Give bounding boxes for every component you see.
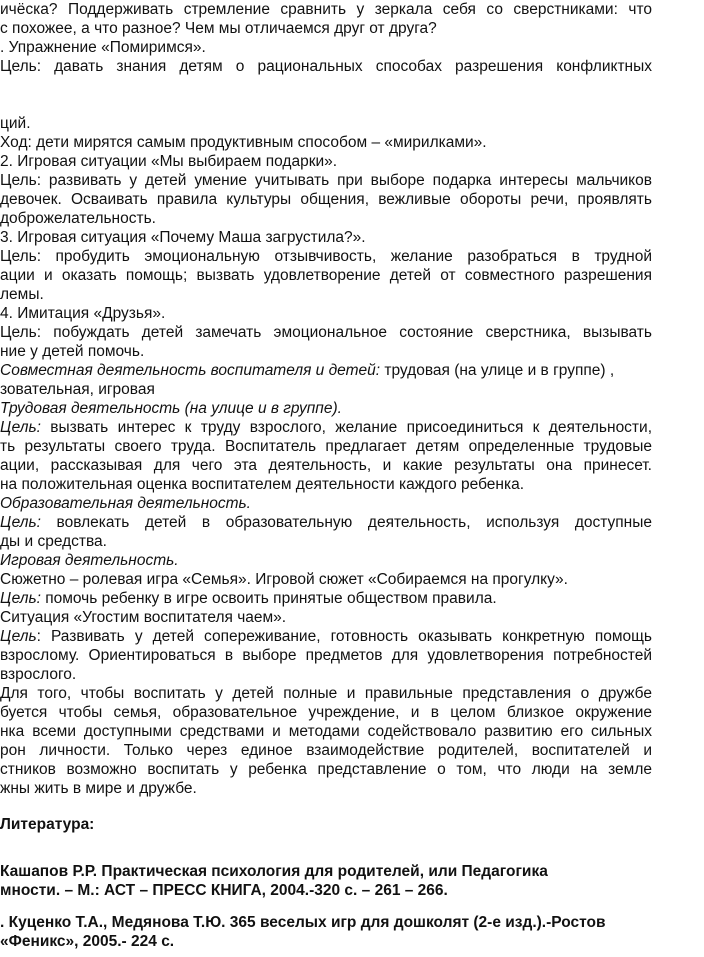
text-line-mixed — [0, 361, 614, 380]
text-line: на положительная оценка воспитателем деятельности каждого ребенка. — [0, 476, 524, 493]
text-run: : Развивать у детей сопереживание, готовность оказывать конкретную помощь — [36, 628, 652, 645]
text-run: вызвать интерес к труду взрослого, желание присоединиться к деятельности, — [40, 419, 652, 436]
reference-line: Кашапов Р.Р. Практическая психология для родителей, или Педагогика — [0, 863, 548, 880]
text-line: Цель: побуждать детей замечать эмоциональное состояние сверстника, вызывать — [0, 324, 652, 341]
text-line: Ход: дети мирятся самым продуктивным способом – «мирилками». — [0, 134, 487, 151]
text-line: ичёска? Поддерживать стремление сравнить у зеркала себя со сверстниками: что — [0, 1, 652, 18]
reference-line: . Куценко Т.А., Медянова Т.Ю. 365 веселых игр для дошколят (2-е изд.).-Ростов — [0, 914, 606, 931]
text-line: буется чтобы семья, образовательное учреждение, и в целом близкое окружение — [0, 704, 652, 721]
references-heading: Литература: — [0, 816, 95, 833]
text-line: Цель: давать знания детям о рациональных способах разрешения конфликтных — [0, 58, 652, 75]
text-line: ды и средства. — [0, 533, 107, 550]
text-line: ации, рассказывая для чего эта деятельность, и какие результаты она принесет. — [0, 457, 652, 474]
text-line: жны жить в мире и дружбе. — [0, 780, 197, 797]
text-line: ние у детей помочь. — [0, 343, 145, 360]
text-line: 2. Игровая ситуации «Мы выбираем подарки». — [0, 153, 338, 170]
text-line-mixed — [0, 627, 652, 646]
text-line: Цель: пробудить эмоциональную отзывчивость, желание разобраться в трудной — [0, 248, 652, 265]
text-line: ть результаты своего труда. Воспитатель предлагает детям определенные трудовые — [0, 438, 652, 455]
section-heading: Совместная деятельность воспитателя и детей: — [0, 362, 381, 379]
section-heading: Игровая деятельность. — [0, 552, 179, 569]
text-run: трудовая (на улице и в группе) , — [380, 362, 615, 379]
text-line: ций. — [0, 115, 31, 132]
label-run: Цель — [0, 628, 37, 645]
text-line: Для того, чтобы воспитать у детей полные и правильные представления о дружбе — [0, 685, 652, 702]
text-run: вовлекать детей в образовательную деятельность, используя доступные — [40, 514, 652, 531]
text-line: доброжелательность. — [0, 210, 156, 227]
text-line: с похожее, а что разное? Чем мы отличаемся друг от друга? — [0, 20, 437, 37]
label-run: Цель: — [0, 514, 41, 531]
text-line: зовательная, игровая — [0, 381, 155, 398]
section-heading: Трудовая деятельность (на улице и в группе). — [0, 400, 342, 417]
text-line: взрослого. — [0, 666, 77, 683]
text-line: девочек. Осваивать правила культуры общения, вежливые обороты речи, проявлять — [0, 191, 652, 208]
text-line: 3. Игровая ситуация «Почему Маша загрустила?». — [0, 229, 366, 246]
text-line: взрослому. Ориентироваться в выборе предметов для удовлетворения потребностей — [0, 647, 652, 664]
text-line: . Упражнение «Помиримся». — [0, 39, 206, 56]
text-line-mixed — [0, 589, 497, 608]
text-line: 4. Имитация «Друзья». — [0, 305, 166, 322]
text-line: Ситуация «Угостим воспитателя чаем». — [0, 609, 287, 626]
text-line: лемы. — [0, 286, 44, 303]
text-run: помочь ребенку в игре освоить принятые обществом правила. — [40, 590, 497, 607]
text-line: нка всеми доступными средствами и методами содействовало развитию его сильных — [0, 723, 652, 740]
text-line-mixed — [0, 418, 652, 437]
section-heading: Образовательная деятельность. — [0, 495, 251, 512]
label-run: Цель: — [0, 419, 41, 436]
text-line: ации и оказать помощь; вызвать удовлетворение детей от совместного разрешения — [0, 267, 652, 284]
reference-line: мности. – М.: АСТ – ПРЕСС КНИГА, 2004.-320 с. – 261 – 266. — [0, 882, 448, 899]
text-line-mixed — [0, 513, 652, 532]
text-line: стников возможно воспитать у ребенка представление о том, что люди на земле — [0, 761, 652, 778]
text-line: Цель: развивать у детей умение учитывать при выборе подарка интересы мальчиков — [0, 172, 652, 189]
reference-line: «Феникс», 2005.- 224 с. — [0, 933, 175, 950]
label-run: Цель: — [0, 590, 41, 607]
text-line: рон личности. Только через единое взаимодействие родителей, воспитателей и — [0, 742, 652, 759]
text-line: Сюжетно – ролевая игра «Семья». Игровой сюжет «Собираемся на прогулку». — [0, 571, 568, 588]
